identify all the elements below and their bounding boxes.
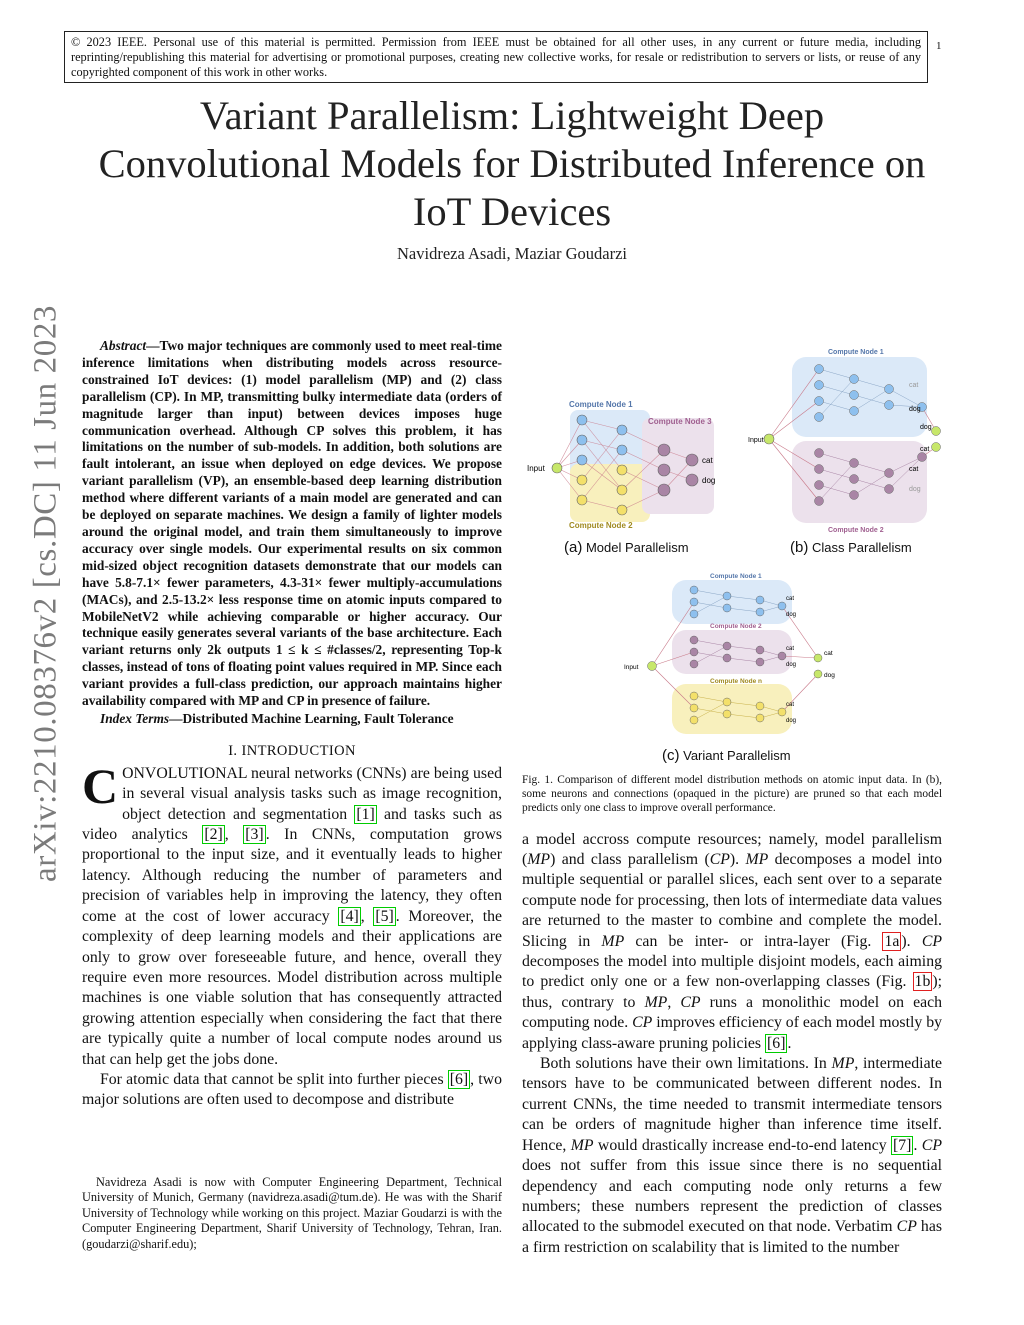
- subcaption-c: [662, 747, 791, 764]
- right-column-body: [522, 830, 942, 1259]
- body-text: has a firm restriction on scalability that is limited to the number: [522, 1218, 942, 1256]
- abstract-text: —Two major techniques are commonly used to meet real-time inference limitations when distributing models across resource-constrained IoT devices: (1) model parallelism (MP) and (2) class parallelism (CP). In MP, transmitting bulky intermediate data (orders of magnitude larger than input) between devices imposes huge communication overhead. Although CP solves this problem, it has limitations on the number of sub-models. In addition, both solutions are fault intolerant, an issue when deployed on edge devices. We propose variant parallelism (VP), an ensemble-based deep learning distribution method where different variants of a main model are generated and can be deployed on separate machines. We design a family of lighter models around the original model, and train them simultaneously to improve accuracy over single models. Our experimental results on six common mid-sized object recognition datasets demonstrate that our models can have 5.8-7.1× fewer parameters, 4.3-31× fewer multiply-accumulations (MACs), and 2.5-13.2× less response time on atomic inputs compared to MobileNetV2 while achieving comparable or higher accuracy. Our technique easily generates several variants of the base architecture. Each variant returns only 2k outputs 1 ≤ k ≤ #classes/2, representing Top-k classes, instead of tons of floating point values required in MP. Since each variant provides a full-class prediction, our approach maintains higher availability compared with MP and CP in presence of failure.: [82, 338, 502, 709]
- vp-compute-node-n-label: Compute Node n: [710, 678, 762, 685]
- body-text: Both solutions have their own limitations. In: [540, 1055, 832, 1073]
- subcaption-b-text: Class Parallelism: [811, 540, 912, 555]
- vp-cat-label-2: cat: [786, 646, 795, 652]
- body-text: , intermediate tensors have to be communicated between different nodes. In current CNNs, the time needed to transmit intermediate tensors can be orders of magnitude higher than inference time itself. Hence,: [522, 1055, 942, 1154]
- body-text: can be inter- or intra-layer (Fig.: [624, 932, 883, 950]
- body-text: improves efficiency of each model mostly by applying class-aware pruning policies: [522, 1014, 942, 1052]
- body-text: runs a monolithic model on each computing node.: [522, 993, 943, 1032]
- cp-input-label: Input: [748, 437, 764, 444]
- citation-link[interactable]: [6]: [767, 1034, 786, 1052]
- intro-text: . Moreover, the complexity of deep learning models and their applications are only to grow over foreseeable future, and hence, overall they require even more resources. Model distribution across multiple machines is one viable solution that has consequently attracted growing attention especially when considering the fact that there are typically quite a number of local compute nodes around us that can help get the jobs done.: [82, 907, 502, 1068]
- vp-dog-label-1: dog: [786, 612, 797, 618]
- figure-ref-link[interactable]: 1a: [884, 932, 900, 950]
- body-text: .: [787, 1034, 792, 1052]
- cp-compute-node-2-label: Compute Node 2: [828, 527, 884, 534]
- mp-term: MP: [527, 851, 551, 869]
- body-text: decomposes the model into multiple disjoint models, each aiming to predict only one or a few non-overlapping classes (Fig.: [522, 953, 942, 991]
- subcaption-a-text: Model Parallelism: [585, 540, 689, 555]
- vp-input-node: [648, 662, 657, 671]
- citation-link[interactable]: [1]: [356, 805, 375, 823]
- copyright-notice: © 2023 IEEE. Personal use of this material is permitted. Permission from IEEE must be obtained for all other uses, in any current or future media, including reprinting/republishing this material for advertising or promotional purposes, creating new collective works, for resale or redistribution to servers or lists, or reuse of any copyrighted component of this work in other works.: [64, 31, 928, 83]
- intro-paragraph-2: [82, 1070, 502, 1111]
- cp-node-2-region: [792, 441, 930, 523]
- compute-node-2-label: Compute Node 2: [569, 521, 633, 530]
- cp-node-1-region: [792, 357, 927, 437]
- mp-term: MP: [601, 932, 625, 950]
- subcaption-c-text: Variant Parallelism: [683, 748, 791, 763]
- cp-term: CP: [709, 851, 730, 869]
- compute-node-3-label: Compute Node 3: [648, 417, 712, 426]
- cp-term: CP: [632, 1014, 653, 1032]
- introduction-body: [82, 757, 503, 1111]
- cp-term: CP: [896, 1218, 917, 1236]
- class-parallelism-diagram: [744, 345, 944, 535]
- cp-cat-label-2: cat: [909, 466, 919, 473]
- vp-dog-output-label: dog: [824, 672, 835, 679]
- intro-text: ONVOLUTIONAL neural networks (CNNs) are being used in several visual analysis tasks such as image recognition, object detection and segmentation: [122, 764, 502, 823]
- input-label: Input: [527, 464, 545, 473]
- mp-term: MP: [831, 1055, 855, 1073]
- figure-ref-link[interactable]: 1b: [914, 973, 931, 991]
- dog-label: dog: [702, 476, 716, 485]
- cp-dog-label-1: dog: [909, 406, 921, 413]
- subcaption-b-letter: (b): [790, 539, 809, 556]
- citation-link[interactable]: [5]: [375, 907, 394, 925]
- vp-dog-label-n: dog: [786, 718, 797, 724]
- vp-compute-node-2-label: Compute Node 2: [710, 623, 762, 630]
- intro-text: ,: [360, 907, 374, 925]
- vp-cat-output-label: cat: [824, 650, 833, 657]
- paper-title: Variant Parallelism: Lightweight Deep Convolutional Models for Distributed Inference on IoT Devices: [98, 93, 926, 234]
- figure-caption: Fig. 1. Comparison of different model distribution methods on atomic input data. In (b), some neurons and connections (opaqued in the picture) are pruned so that each model predicts only one class to improve overall performance.: [522, 774, 942, 815]
- variant-parallelism-diagram: [622, 570, 842, 740]
- citation-link[interactable]: [3]: [245, 826, 264, 844]
- abstract: [82, 338, 502, 710]
- cp-dog-output-label: dog: [920, 424, 932, 431]
- mp-term: MP: [644, 993, 668, 1011]
- body-text: ) and class parallelism (: [550, 851, 710, 869]
- cp-term: CP: [921, 932, 942, 950]
- body-text: ).: [729, 851, 746, 869]
- page-number: 1: [936, 40, 942, 52]
- index-terms-text: —Distributed Machine Learning, Fault Tolerance: [169, 710, 454, 726]
- drop-cap: C: [82, 757, 119, 814]
- paper-authors: Navidreza Asadi, Maziar Goudarzi: [397, 244, 627, 263]
- vp-compute-node-1-label: Compute Node 1: [710, 573, 762, 580]
- body-text: does not suffer from this issue since there is no sequential dependency and each computing node only returns a few numbers; these numbers represent the prediction of classes allocated to the submodel executed on that node. Verbatim: [522, 1157, 942, 1236]
- body-text: ).: [901, 932, 922, 950]
- model-parallelism-diagram: [522, 400, 742, 530]
- intro-text: . In CNNs, computation grows proportional to the input size, and it eventually leads to higher latency. Although reducing the number of parameters and precision of variables help in improving the latency, they often come at the cost of lower accuracy: [82, 826, 503, 925]
- cp-compute-node-1-label: Compute Node 1: [828, 349, 884, 356]
- vp-dog-label-2: dog: [786, 662, 797, 668]
- intro-paragraph-1: [82, 757, 503, 1070]
- cp-cat-output-label: cat: [920, 446, 930, 453]
- citation-link[interactable]: [7]: [893, 1136, 912, 1154]
- figure-1: [522, 345, 942, 773]
- index-terms: [82, 711, 502, 728]
- body-text: ,: [667, 993, 681, 1011]
- vp-input-label: Input: [624, 664, 639, 671]
- index-terms-lead: Index Terms: [100, 710, 170, 726]
- left-column: [82, 338, 502, 1111]
- subcaption-a: [564, 539, 689, 556]
- vp-cat-label-n: cat: [786, 702, 795, 708]
- mp-term: MP: [570, 1136, 594, 1154]
- intro-text: ,: [224, 826, 244, 844]
- body-text: a model accross compute resources; namely, model parallelism (: [522, 830, 942, 869]
- right-paragraph-1: [522, 830, 942, 1054]
- abstract-lead: Abstract: [100, 338, 147, 353]
- cp-dog-faded-label: dog: [909, 486, 921, 493]
- body-text: .: [913, 1136, 922, 1154]
- compute-node-1-label: Compute Node 1: [569, 400, 633, 409]
- compute-node-2-region: [570, 464, 650, 522]
- body-text: would drastically increase end-to-end latency: [593, 1136, 892, 1154]
- compute-node-3-region: [642, 418, 714, 514]
- cp-term: CP: [680, 993, 701, 1011]
- author-footnote: Navidreza Asadi is now with Computer Engineering Department, Technical University of Munich, Germany (navidreza.asadi@tum.de). He was with the Sharif University of Technology while working on this project. Maziar Goudarzi is with the Computer Engineering Department, Sharif University of Technology, Tehran, Iran. (goudarzi@sharif.edu);: [82, 1175, 502, 1251]
- body-text: decomposes a model into multiple sequential or parallel slices, each sent over to a separate compute node for processing, then lots of intermediate data values are returned to the master to combine and complete the model. Slicing in: [522, 851, 942, 950]
- intro-text: For atomic data that cannot be split into further pieces: [100, 1070, 448, 1088]
- cat-label: cat: [702, 456, 713, 465]
- cp-cat-faded-label: cat: [909, 382, 919, 389]
- subcaption-a-letter: (a): [564, 539, 583, 556]
- subcaption-c-letter: (c): [662, 747, 680, 764]
- right-paragraph-2: [522, 1054, 942, 1258]
- subcaption-b: [790, 539, 912, 556]
- cp-term: CP: [921, 1136, 942, 1154]
- intro-text: , two major solutions are often used to decompose and distribute: [82, 1070, 502, 1109]
- citation-link[interactable]: [6]: [449, 1070, 469, 1088]
- mp-term: MP: [745, 851, 769, 869]
- cp-input-node: [764, 434, 774, 444]
- right-column: [522, 345, 942, 1258]
- intro-text: and tasks such as video analytics: [82, 805, 502, 844]
- body-text: ); thus, contrary to: [522, 973, 942, 1011]
- citation-link[interactable]: [2]: [204, 826, 223, 844]
- citation-link[interactable]: [4]: [340, 907, 359, 925]
- vp-cat-label-1: cat: [786, 596, 795, 602]
- arxiv-identifier[interactable]: arXiv:2210.08376v2 [cs.DC] 11 Jun 2023: [27, 304, 64, 882]
- input-node: [552, 463, 562, 473]
- section-heading-introduction: I. INTRODUCTION: [228, 742, 356, 759]
